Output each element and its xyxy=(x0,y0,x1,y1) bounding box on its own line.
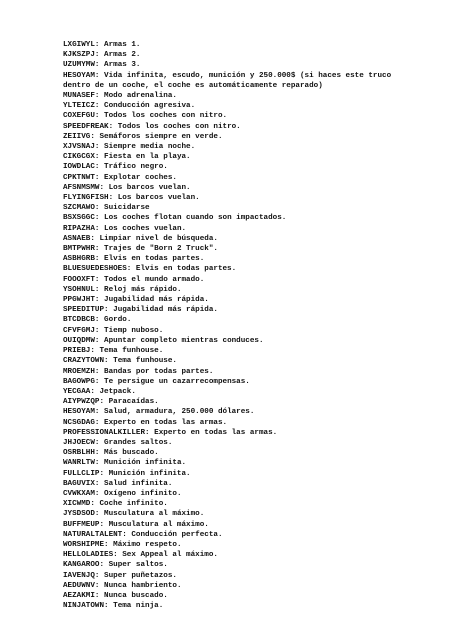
cheat-code: YECGAA: xyxy=(63,387,95,396)
cheat-description: Los barcos vuelan. xyxy=(108,183,191,192)
cheat-line xyxy=(63,550,393,560)
cheat-line xyxy=(63,397,393,407)
cheat-code: PROFESSIONALKILLER: xyxy=(63,428,150,437)
cheat-line xyxy=(63,203,393,213)
cheat-code: ASNAEB: xyxy=(63,234,95,243)
cheat-line xyxy=(63,601,393,611)
cheat-description: Fiesta en la playa. xyxy=(104,153,191,162)
cheat-line xyxy=(63,254,393,264)
cheat-description: Todos los coches con nitro. xyxy=(104,112,228,121)
cheat-description: Nunca hambriento. xyxy=(104,581,182,590)
cheat-code: MUNASEF: xyxy=(63,92,100,101)
cheat-description: Tiemp nuboso. xyxy=(104,326,164,335)
cheat-code: BUFFMEUP: xyxy=(63,520,105,529)
cheat-description: Paracaídas. xyxy=(108,398,159,407)
cheat-code: NINJATOWN: xyxy=(63,602,109,611)
cheat-code: PRIEBJ: xyxy=(63,347,95,356)
cheat-code: SPEEDITUP: xyxy=(63,306,109,315)
cheat-description: Más buscado. xyxy=(104,449,159,458)
cheat-description: Armas 3. xyxy=(104,61,141,70)
cheat-code: AEZAKMI: xyxy=(63,591,100,600)
cheat-description: Máximo respeto. xyxy=(113,540,182,549)
cheat-code: IOWDLAC: xyxy=(63,163,100,172)
cheat-code: OSRBLHH: xyxy=(63,449,100,458)
cheat-code: CIKGCGX: xyxy=(63,153,100,162)
cheat-description: Tema funhouse. xyxy=(99,347,164,356)
cheat-line xyxy=(63,520,393,530)
cheat-description: Bandas por todas partes. xyxy=(104,367,214,376)
cheat-line xyxy=(63,377,393,387)
cheat-description: Conducción agresiva. xyxy=(104,102,196,111)
cheat-description: Armas 2. xyxy=(104,51,141,60)
cheat-code: MROEMZH: xyxy=(63,367,100,376)
cheat-description: Trajes de "Born 2 Truck". xyxy=(104,245,218,254)
cheat-code: HESOYAM: xyxy=(63,71,100,80)
cheat-code: COXEFGU: xyxy=(63,112,100,121)
cheat-code: BAGUVIX: xyxy=(63,479,100,488)
cheat-line xyxy=(63,448,393,458)
cheat-code: BMTPWHR: xyxy=(63,245,100,254)
cheat-description: Musculatura al máximo. xyxy=(104,510,205,519)
cheat-description: Elvis en todas partes. xyxy=(135,265,237,274)
cheat-line xyxy=(63,132,393,142)
cheat-line xyxy=(63,591,393,601)
cheat-description: Jugabilidad más rápida. xyxy=(113,306,218,315)
cheat-line xyxy=(63,499,393,509)
cheat-description: Munición infinita. xyxy=(108,469,191,478)
cheat-description: Elvis en todas partes. xyxy=(104,255,205,264)
cheat-code: KJKSZPJ: xyxy=(63,51,100,60)
cheat-code: FULLCLIP: xyxy=(63,469,105,478)
cheat-list xyxy=(63,40,396,611)
cheat-code: CVWKXAM: xyxy=(63,489,100,498)
cheat-code: BSXSGGC: xyxy=(63,214,100,223)
cheat-code: CPKTNWT: xyxy=(63,173,100,182)
cheat-line xyxy=(63,111,393,121)
cheat-description: Sex Appeal al máximo. xyxy=(122,551,218,560)
cheat-code: BLUESUEDESHOES: xyxy=(63,265,132,274)
cheat-line xyxy=(63,173,393,183)
cheat-code: BTCDBCB: xyxy=(63,316,100,325)
cheat-description: Tema ninja. xyxy=(113,602,164,611)
cheat-line xyxy=(63,224,393,234)
cheat-code: CFVFGMJ: xyxy=(63,326,100,335)
cheat-description: Modo adrenalina. xyxy=(104,92,177,101)
cheat-description: Experto en todas las armas. xyxy=(154,428,278,437)
cheat-line xyxy=(63,336,393,346)
cheat-description: Explotar coches. xyxy=(104,173,177,182)
cheat-line xyxy=(63,213,393,223)
cheat-code: PPGWJHT: xyxy=(63,296,100,305)
cheat-description: Apuntar completo mientras conduces. xyxy=(104,336,264,345)
cheat-description: Gordo. xyxy=(104,316,132,325)
cheat-description: Los barcos vuelan. xyxy=(117,194,200,203)
cheat-code: AIYPWZQP: xyxy=(63,398,105,407)
cheat-description: Reloj más rápido. xyxy=(104,285,182,294)
cheat-description: Los coches vuelan. xyxy=(104,224,187,233)
cheat-code: XJVSNAJ: xyxy=(63,143,100,152)
cheat-line xyxy=(63,469,393,479)
cheat-code: FOOOXFT: xyxy=(63,275,100,284)
cheat-code: CRAZYTOWN: xyxy=(63,357,109,366)
cheat-line xyxy=(63,40,393,50)
cheat-line xyxy=(63,264,393,274)
cheat-line xyxy=(63,60,393,70)
cheat-description: Armas 1. xyxy=(104,41,141,49)
cheat-code: KANGAROO: xyxy=(63,561,105,570)
cheat-line xyxy=(63,305,393,315)
cheat-line xyxy=(63,438,393,448)
cheat-description: Tema funhouse. xyxy=(113,357,177,366)
cheat-code: YSOHNUL: xyxy=(63,285,100,294)
cheat-code: WORSHIPME: xyxy=(63,540,109,549)
cheat-code: BAGOWPG: xyxy=(63,377,100,386)
cheat-line xyxy=(63,540,393,550)
cheat-code: UZUMYMW: xyxy=(63,61,100,70)
cheat-description: Jetpack. xyxy=(99,387,136,396)
cheat-description: Grandes saltos. xyxy=(104,438,173,447)
cheat-line xyxy=(63,458,393,468)
cheat-code: SPEEDFREAK: xyxy=(63,122,114,131)
cheat-line xyxy=(63,193,393,203)
cheat-line xyxy=(63,91,393,101)
cheat-code: NCSGDAG: xyxy=(63,418,100,427)
cheat-code: XICWMD: xyxy=(63,500,95,509)
cheat-code: ZEIIVG: xyxy=(63,132,95,141)
cheat-line xyxy=(63,122,393,132)
cheat-line xyxy=(63,407,393,417)
cheat-description: Super puñetazos. xyxy=(104,571,177,580)
cheat-code: RIPAZHA: xyxy=(63,224,100,233)
cheat-description: Salud infinita. xyxy=(104,479,173,488)
cheat-line xyxy=(63,244,393,254)
cheat-line xyxy=(63,152,393,162)
cheat-description: Todos los coches con nitro. xyxy=(117,122,241,131)
cheat-description: Munición infinita. xyxy=(104,459,187,468)
cheat-description: Jugabilidad más rápida. xyxy=(104,296,209,305)
cheat-description: Coche infinito. xyxy=(99,500,168,509)
cheat-line xyxy=(63,428,393,438)
cheat-description: Tráfico negro. xyxy=(104,163,168,172)
cheat-line xyxy=(63,50,393,60)
cheat-line xyxy=(63,285,393,295)
cheat-line xyxy=(63,387,393,397)
cheat-description: Semáforos siempre en verde. xyxy=(99,132,223,141)
cheat-line xyxy=(63,509,393,519)
cheat-code: ASBHGRB: xyxy=(63,255,100,264)
cheat-code: LXGIWYL: xyxy=(63,41,100,49)
cheat-description: Suicidarse xyxy=(104,204,150,213)
cheat-line xyxy=(63,571,393,581)
cheat-code: SZCMAWO: xyxy=(63,204,100,213)
cheat-line xyxy=(63,142,393,152)
cheat-line xyxy=(63,71,396,91)
cheat-line xyxy=(63,295,393,305)
cheat-line xyxy=(63,183,393,193)
cheat-code: JYSDSOD: xyxy=(63,510,100,519)
cheat-description: Te persigue un cazarrecompensas. xyxy=(104,377,250,386)
cheat-line xyxy=(63,489,393,499)
cheat-description: Todos el mundo armado. xyxy=(104,275,205,284)
cheat-code: IAVENJQ: xyxy=(63,571,100,580)
cheat-line xyxy=(63,418,393,428)
cheat-description: Oxígeno infinito. xyxy=(104,489,182,498)
cheat-code: AEDUWNV: xyxy=(63,581,100,590)
cheat-line xyxy=(63,367,393,377)
cheat-description: Musculatura al máximo. xyxy=(108,520,209,529)
cheat-description: Limpiar nivel de búsqueda. xyxy=(99,234,218,243)
cheat-code: HELLOLADIES: xyxy=(63,551,118,560)
cheat-description: Los coches flotan cuando son impactados. xyxy=(104,214,287,223)
cheat-description: Nunca buscado. xyxy=(104,591,168,600)
cheat-code: YLTEICZ: xyxy=(63,102,100,111)
cheat-description: Vida infinita, escudo, munición y 250.000$ (si haces este truco dentro de un coche, el coche es automáticamente reparado) xyxy=(63,71,396,90)
cheat-description: Siempre media noche. xyxy=(104,143,196,152)
cheat-code: WANRLTW: xyxy=(63,459,100,468)
cheat-code: FLYINGFISH: xyxy=(63,194,114,203)
cheat-line xyxy=(63,530,393,540)
cheat-code: JHJOECW: xyxy=(63,438,100,447)
cheat-line xyxy=(63,234,393,244)
cheat-line xyxy=(63,346,393,356)
cheat-code: AFSNMSMW: xyxy=(63,183,105,192)
cheat-line xyxy=(63,162,393,172)
cheat-description: Conducción perfecta. xyxy=(131,530,223,539)
cheat-line xyxy=(63,315,393,325)
cheat-line xyxy=(63,581,393,591)
cheat-description: Salud, armadura, 250.000 dólares. xyxy=(104,408,255,417)
cheat-code: OUIQDMW: xyxy=(63,336,100,345)
cheat-line xyxy=(63,326,393,336)
cheat-description: Experto en todas las armas. xyxy=(104,418,228,427)
cheat-description: Super saltos. xyxy=(108,561,168,570)
cheat-line xyxy=(63,101,393,111)
cheat-code: HESOYAM: xyxy=(63,408,100,417)
cheat-line xyxy=(63,275,393,285)
cheat-line xyxy=(63,479,393,489)
cheat-code: NATURALTALENT: xyxy=(63,530,127,539)
cheat-line xyxy=(63,560,393,570)
cheat-line xyxy=(63,356,393,366)
